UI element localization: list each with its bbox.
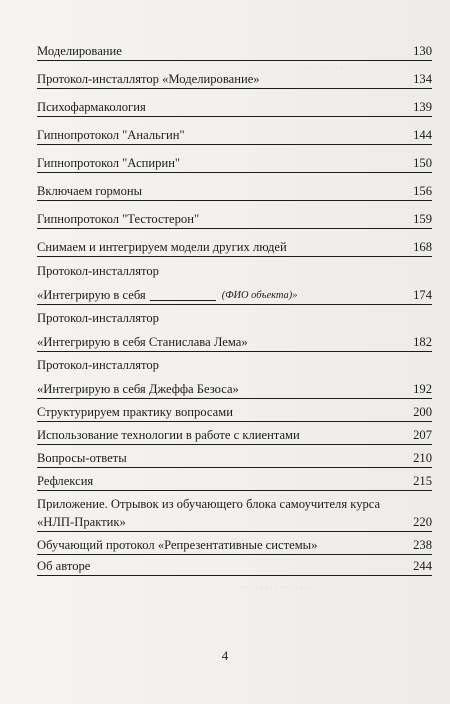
toc-entry-page: 210	[413, 451, 432, 465]
toc-entry	[37, 497, 432, 532]
toc-entry-title-line1: Протокол-инсталлятор	[37, 358, 159, 372]
toc-entry	[37, 474, 432, 491]
toc-entry-page: 159	[413, 212, 432, 226]
toc-entry-title: «Интегрирую в себя Станислава Лема»	[37, 335, 248, 349]
toc-entry-title-line1: Протокол-инсталлятор	[37, 311, 159, 325]
toc-entry	[37, 44, 432, 61]
toc-entry-title: Психофармакология	[37, 100, 146, 114]
toc-entry-page: 200	[413, 405, 432, 419]
toc-entry-page: 215	[413, 474, 432, 488]
toc-entry	[37, 428, 432, 445]
toc-entry	[37, 405, 432, 422]
toc-entry-title: Использование технологии в работе с клиентами	[37, 428, 300, 442]
toc-entry-title: Вопросы-ответы	[37, 451, 127, 465]
toc-entry-title: Рефлексия	[37, 474, 94, 488]
toc-entry	[37, 128, 432, 145]
toc-entry	[37, 212, 432, 229]
bleed-through-text: . . . . . .	[360, 250, 388, 261]
page-number: 4	[221, 648, 229, 663]
toc-entry-page: 168	[413, 240, 432, 254]
toc-entry-page: 130	[413, 44, 432, 58]
toc-entry	[37, 72, 432, 89]
toc-entry-page: 134	[413, 72, 432, 86]
toc-entry-page: 238	[413, 538, 432, 552]
toc-entry	[37, 184, 432, 201]
toc-entry-title: Моделирование	[37, 44, 122, 58]
toc-entry-page: 220	[413, 515, 432, 529]
toc-entry-title: Об авторе	[37, 559, 91, 573]
toc-entry	[37, 358, 432, 399]
toc-entry-title: Обучающий протокол «Репрезентативные системы»	[37, 538, 318, 552]
name-blank-field	[150, 290, 216, 301]
toc-entry-title: Снимаем и интегрируем модели других людей	[37, 240, 287, 254]
toc-entry	[37, 311, 432, 352]
toc-entry-title: Протокол-инсталлятор «Моделирование»	[37, 72, 260, 86]
toc-entry-title: «Интегрирую в себя Джеффа Безоса»	[37, 382, 239, 396]
toc-entry-page: 150	[413, 156, 432, 170]
toc-entry	[37, 264, 432, 305]
toc-entry-title: Включаем гормоны	[37, 184, 143, 198]
toc-entry-page: 139	[413, 100, 432, 114]
toc-entry-page: 207	[413, 428, 432, 442]
toc-entry	[37, 100, 432, 117]
bleed-through-text: . . . . . . . . . .	[300, 60, 348, 71]
toc-entry-title-line1: Протокол-инсталлятор	[37, 264, 159, 278]
bleed-through-text: . . . . . . . . . . . . . . . .	[240, 580, 318, 591]
toc-entry-page: 174	[413, 288, 432, 302]
toc-entry	[37, 451, 432, 468]
toc-entry-page: 156	[413, 184, 432, 198]
toc-entry-title: Гипнопротокол "Анальгин"	[37, 128, 185, 142]
toc-entry-title: Гипнопротокол "Аспирин"	[37, 156, 181, 170]
toc-entry-title: Структурируем практику вопросами	[37, 405, 233, 419]
toc-entry-page: 244	[413, 559, 432, 573]
toc-entry-title: «Интегрирую в себя	[37, 288, 146, 302]
toc-entry-page: 144	[413, 128, 432, 142]
toc-entry	[37, 240, 432, 257]
toc-entry	[37, 538, 432, 555]
toc-entry-page: 192	[413, 382, 432, 396]
toc-entry	[37, 559, 432, 576]
toc-entry-title: Гипнопротокол "Тестостерон"	[37, 212, 200, 226]
toc-entry-title-line1: Приложение. Отрывок из обучающего блока самоучителя курса	[37, 497, 381, 511]
toc-entry	[37, 156, 432, 173]
toc-entry-title: «НЛП-Практик»	[37, 515, 126, 529]
toc-entry-blank-note: (ФИО объекта)»	[221, 290, 298, 301]
table-of-contents	[37, 44, 432, 576]
toc-entry-page: 182	[413, 335, 432, 349]
